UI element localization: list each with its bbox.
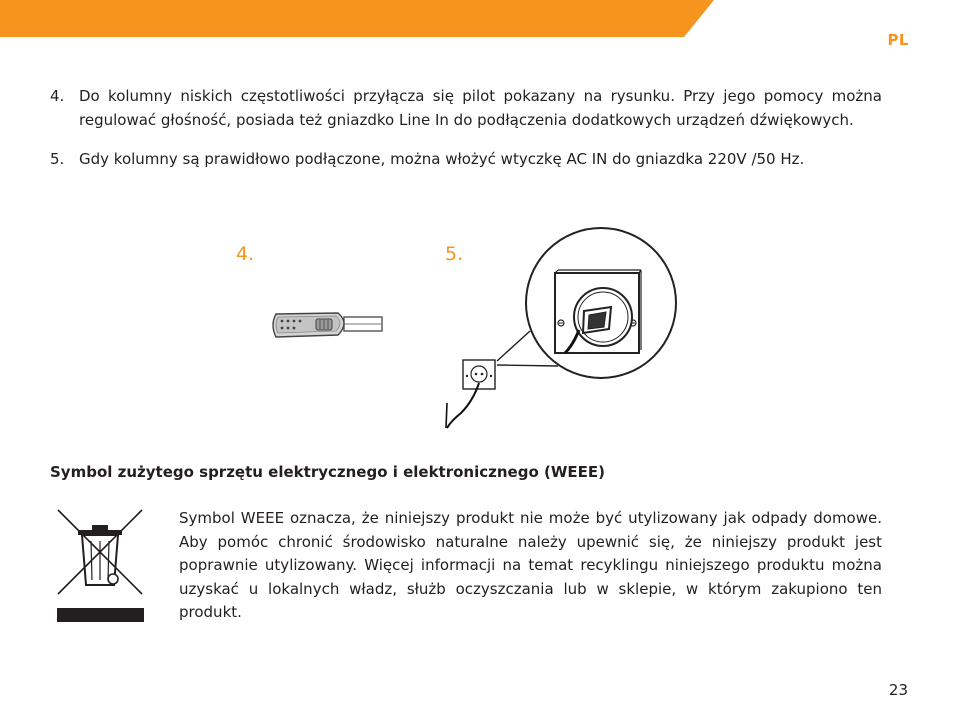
step-text: Gdy kolumny są prawidłowo podłączone, można włożyć wtyczkę AC IN do gniazdka 220V /50 Hz. (79, 150, 805, 168)
figure-label-5: 5. (445, 243, 464, 265)
crossed-bin-icon (55, 508, 145, 624)
weee-heading: Symbol zużytego sprzętu elektrycznego i elektronicznego (WEEE) (50, 463, 605, 481)
instruction-step (50, 85, 882, 132)
remote-control-icon (268, 305, 386, 345)
step-text: Do kolumny niskich częstotliwości przyłącza się pilot pokazany na rysunku. Przy jego pomocy można regulować głośność, posiada też gniazdko Line In do podłączenia dodatkowych urządzeń dźwiękowych. (79, 87, 882, 129)
page-number: 23 (888, 681, 908, 699)
language-code: PL (887, 31, 909, 49)
weee-description: Symbol WEEE oznacza, że niniejszy produkt nie może być utylizowany jak odpady domowe. Aby pomóc chronić środowisko naturalne należy upewnić się, że niniejszy produkt jest poprawnie utylizowany. Więcej informacji na temat recyklingu niniejszego produktu można uzyskać u lokalnych władz, służb oczyszczania lub w sklepie, w którym zakupiono ten produkt. (179, 509, 882, 621)
figure-label-4: 4. (236, 243, 255, 265)
instruction-list (50, 85, 882, 188)
header-banner (0, 0, 954, 40)
step-number: 5. (50, 150, 65, 168)
power-socket-icon (443, 223, 695, 435)
step-number: 4. (50, 87, 65, 105)
instruction-step (50, 148, 882, 172)
